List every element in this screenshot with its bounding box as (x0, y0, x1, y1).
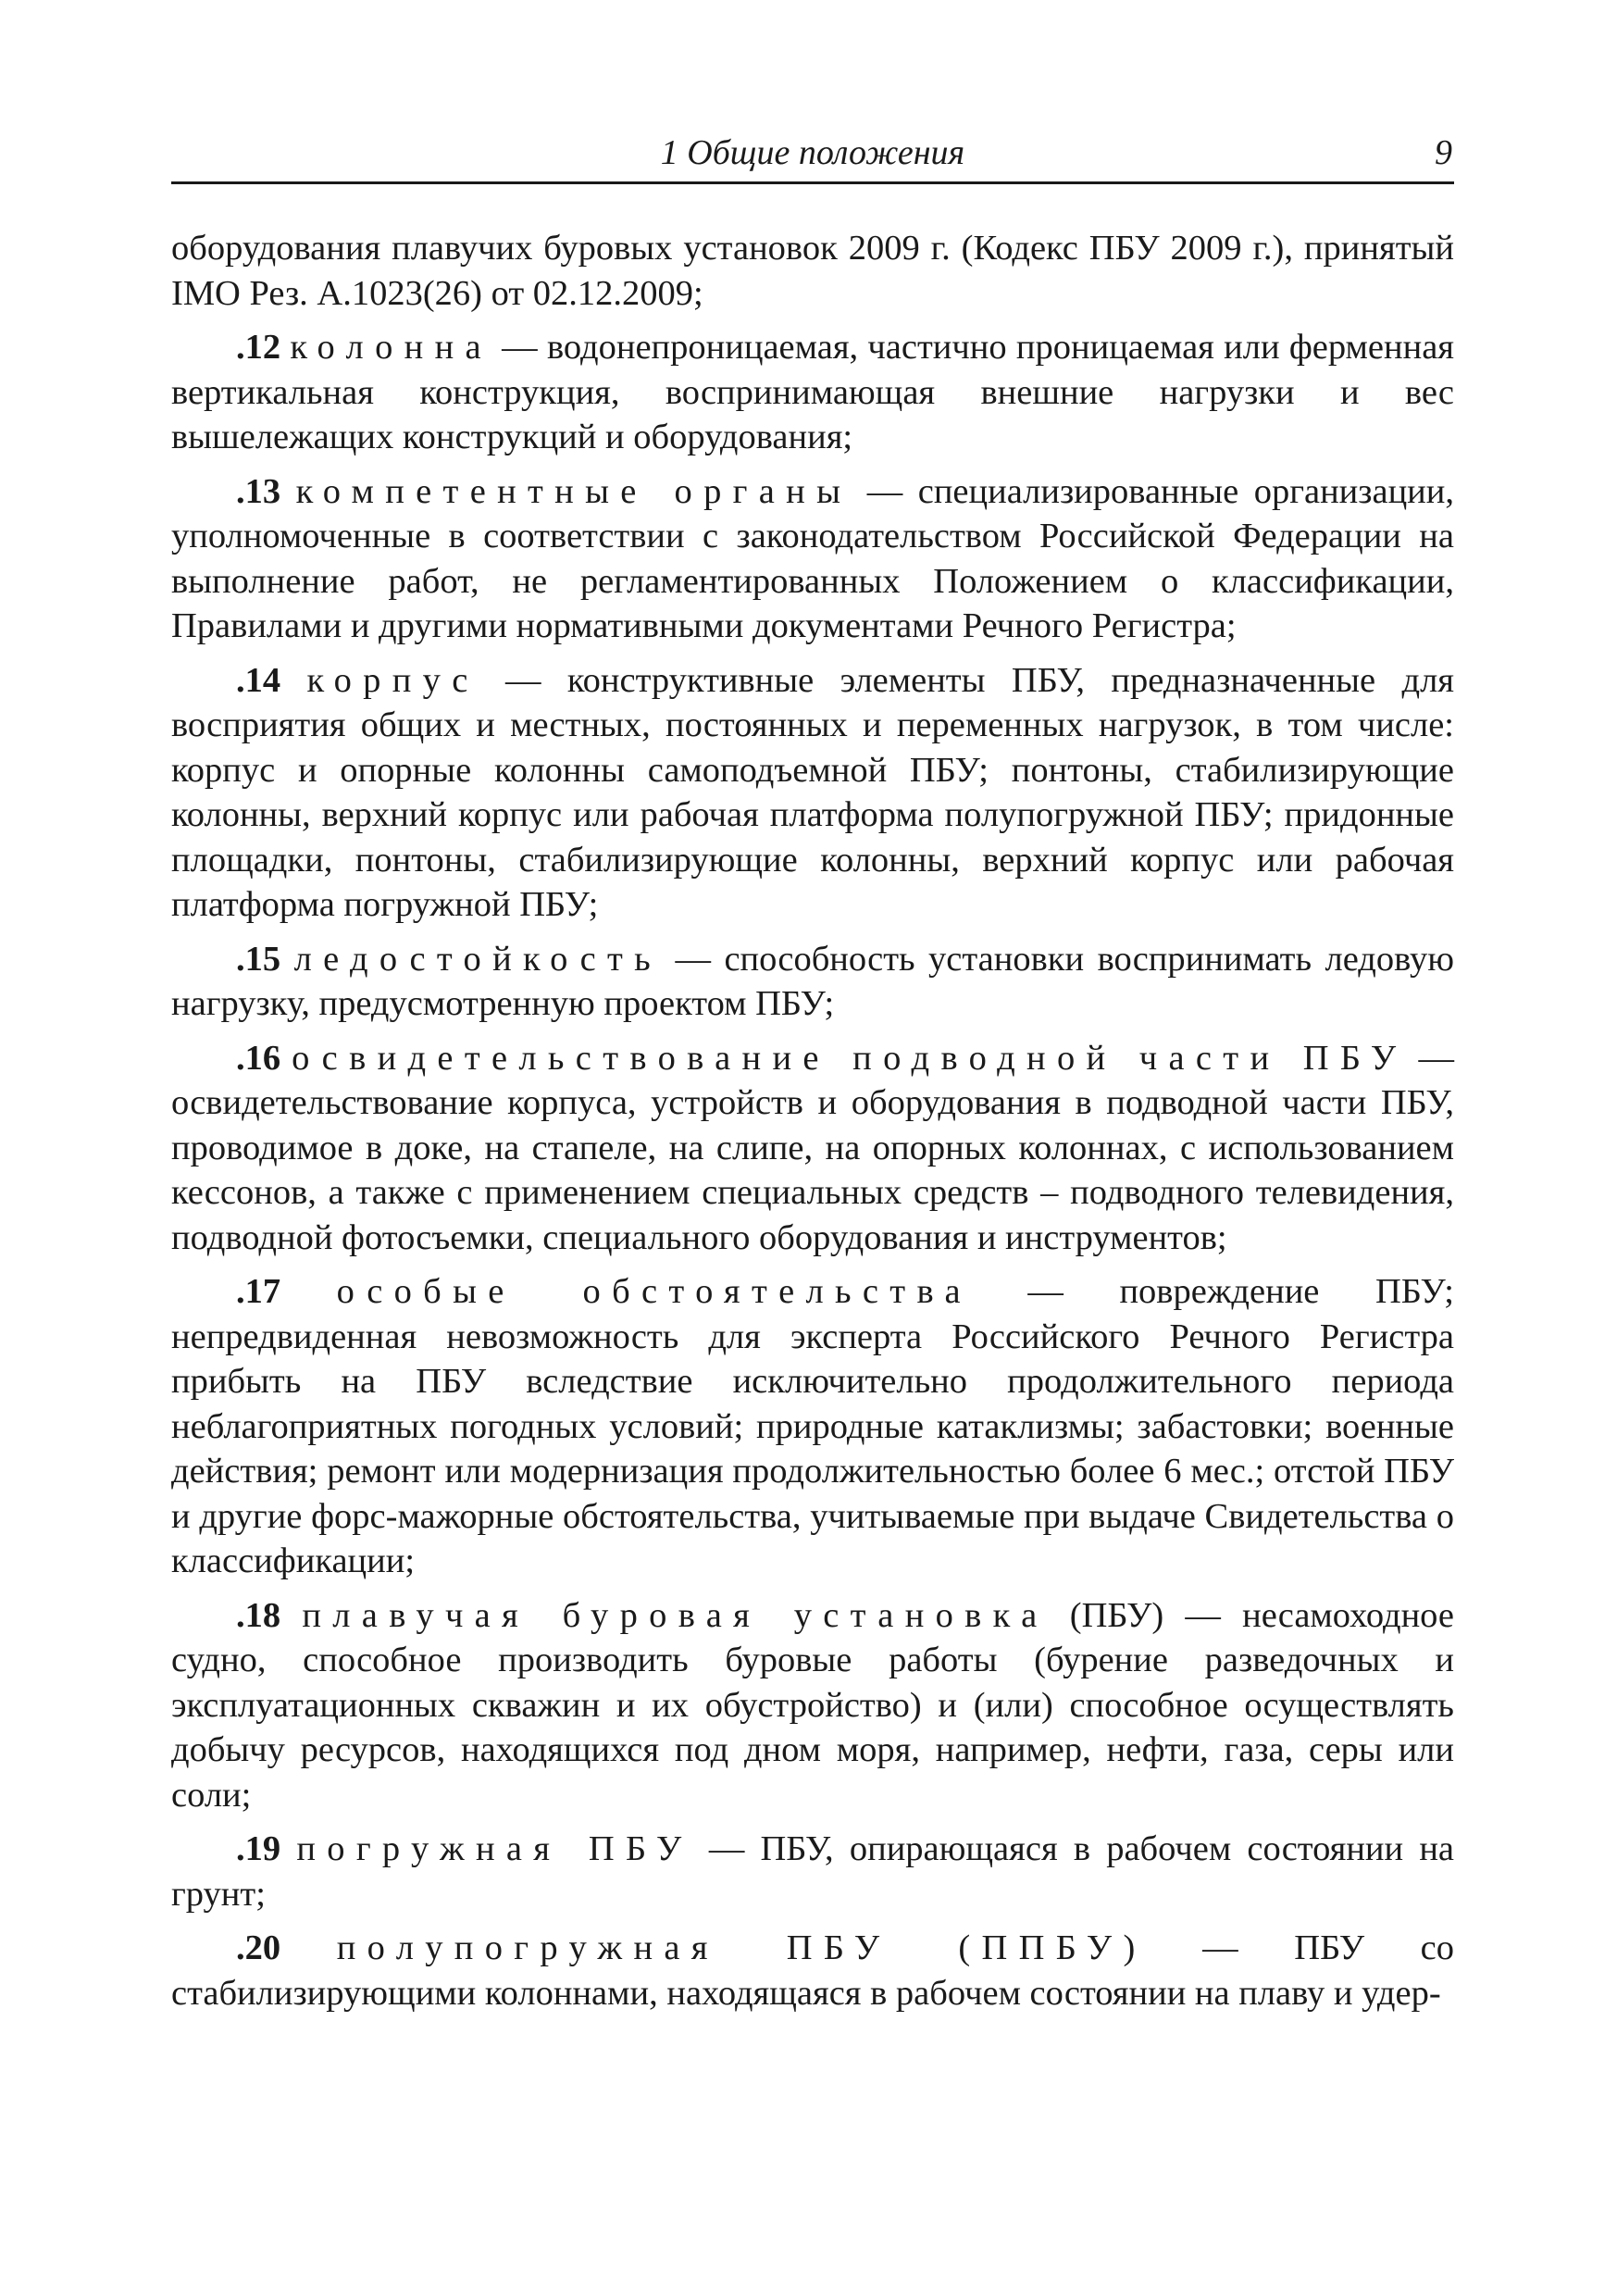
item-number: .16 (236, 1038, 281, 1078)
definition-text: — ПБУ со стабилизирующими колоннами, находящаяся в рабочем состоянии на плаву и удер- (171, 1928, 1455, 2013)
item-number: .18 (236, 1595, 281, 1635)
definition-item-19 (171, 1827, 1454, 1916)
section-title: 1 Общие положения (660, 133, 965, 172)
item-number: .20 (236, 1928, 281, 1967)
page-header (171, 128, 1454, 184)
page-body (171, 226, 1454, 2025)
definition-text: — ПБУ, опирающаяся в рабочем состоянии на грунт; (171, 1829, 1455, 1914)
definition-text: — повреждение ПБУ; непредвиденная невозможность для эксперта Российского Речного Регистра прибыть на ПБУ вследствие исключительно продолжительного периода неблагоприятных погодных условий; природные катаклизмы; забастовки; военные действия; ремонт или модернизация продолжительностью более 6 мес.; отстой ПБУ и другие форс-мажорные обстоятельства, учитываемые при выдаче Свидетельства о классификации; (171, 1272, 1454, 1580)
definition-item-20 (171, 1926, 1454, 2015)
definition-item-16 (171, 1036, 1454, 1261)
definition-text: — специализированные организации, уполномоченные в соответствии с законодательством Российской Федерации на выполнение работ, не регламентированных Положением о классификации, Правилами и другими нормативными документами Речного Регистра; (171, 471, 1455, 645)
definition-item-15 (171, 937, 1454, 1027)
page-number: 9 (1435, 133, 1452, 172)
definition-text: — освидетельствование корпуса, устройств и оборудования в подводной части ПБУ, проводимое в доке, на стапеле, на слипе, на опорных колоннах, с использованием кессонов, а также с применением специальных средств – подводного телевидения, подводной фотосъемки, специального оборудования и инструментов; (171, 1038, 1455, 1257)
defined-term: корпус (306, 660, 479, 700)
item-number: .13 (236, 471, 281, 511)
item-number: .14 (236, 660, 281, 700)
defined-term: полупогружная ПБУ (ППБУ) (336, 1928, 1147, 1967)
continuation-paragraph: оборудования плавучих буровых установок 2009 г. (Кодекс ПБУ 2009 г.), принятый IMO Рез. A.1023(26) от 02.12.2009; (171, 229, 1454, 313)
definition-item-12 (171, 325, 1454, 460)
defined-term: погружная ПБУ (296, 1829, 693, 1868)
definition-item-17 (171, 1269, 1454, 1584)
defined-term: ледостойкость (293, 939, 663, 979)
definition-text: — водонепроницаемая, частично проницаемая или ферменная вертикальная конструкция, воспринимающая внешние нагрузки и вес вышележащих конструкций и оборудования; (171, 328, 1454, 456)
defined-term: плавучая буровая установка (302, 1595, 1049, 1635)
defined-term: колонна (290, 328, 492, 367)
definition-item-18 (171, 1593, 1454, 1818)
definition-item-14 (171, 658, 1454, 928)
item-number: .15 (236, 939, 281, 979)
item-number: .12 (236, 328, 281, 367)
defined-term: освидетельствование подводной части ПБУ (292, 1038, 1408, 1078)
definition-text: — конструктивные элементы ПБУ, предназначенные для восприятия общих и местных, постоянных и переменных нагрузок, в том числе: корпус и опорные колонны самоподъемной ПБУ; понтоны, стабилизирующие колонны, верхний корпус или рабочая платформа полупогружной ПБУ; придонные площадки, понтоны, стабилизирующие колонны, верхний корпус или рабочая платформа погружной ПБУ; (171, 660, 1455, 924)
defined-term: особые обстоятельства (336, 1272, 972, 1311)
definition-text: (ПБУ) — несамоходное судно, способное производить буровые работы (бурение разведочных и эксплуатационных скважин и их обустройство) и (или) способное осуществлять добычу ресурсов, находящихся под дном моря, например, нефти, газа, серы или соли; (171, 1595, 1454, 1815)
definition-text: — способность установки воспринимать ледовую нагрузку, предусмотренную проектом ПБУ; (171, 939, 1454, 1023)
item-number: .19 (236, 1829, 281, 1868)
defined-term: компетентные органы (295, 471, 852, 511)
item-number: .17 (236, 1272, 281, 1311)
definition-item-13 (171, 469, 1454, 649)
